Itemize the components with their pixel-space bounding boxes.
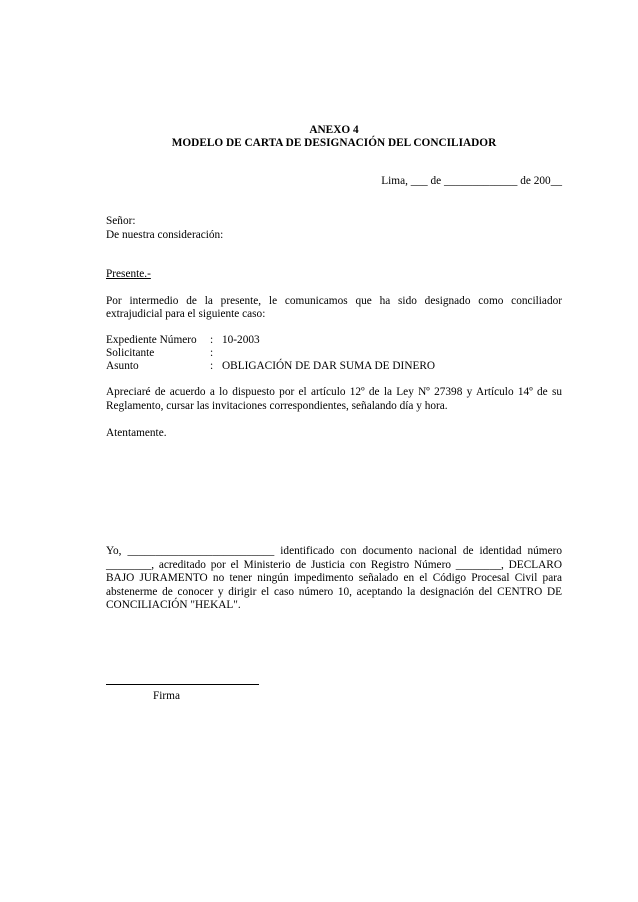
annex-number: ANEXO 4: [309, 124, 359, 136]
declaration-line-3: BAJO JURAMENTO no tener ningún impedimento señalado en el Código Procesal Civil para: [106, 572, 562, 584]
intro-line-2: extrajudicial para el siguiente caso:: [106, 308, 266, 320]
body-line-1: Apreciaré de acuerdo a lo dispuesto por el artículo 12º de la Ley Nº 27398 y Artículo 14º de su: [106, 386, 562, 398]
case-row-solicitante: [106, 347, 222, 360]
case-value: OBLIGACIÓN DE DAR SUMA DE DINERO: [222, 360, 436, 372]
case-separator: :: [210, 360, 214, 372]
declaration-line-5: CONCILIACIÓN "HEKAL".: [106, 599, 241, 611]
case-value: 10-2003: [222, 334, 260, 346]
date-line: Lima, ___ de _____________ de 200__: [381, 175, 562, 187]
intro-line-1: Por intermedio de la presente, le comunicamos que ha sido designado como conciliador: [106, 295, 562, 307]
case-row-asunto: [106, 360, 435, 373]
case-label: Asunto: [106, 360, 139, 372]
case-separator: :: [210, 334, 214, 346]
salutation-line-2: De nuestra consideración:: [106, 229, 224, 241]
case-separator: :: [210, 347, 214, 359]
closing: Atentamente.: [106, 427, 167, 439]
presente-heading: Presente.-: [106, 268, 151, 280]
case-label: Solicitante: [106, 347, 155, 359]
declaration-line-4: abstenerme de conocer y dirigir el caso número 10, aceptando la designación del CENTRO DE: [106, 586, 562, 598]
case-row-expediente: [106, 334, 260, 347]
signature-label: Firma: [153, 690, 180, 702]
body-line-2: Reglamento, cursar las invitaciones correspondientes, señalando día y hora.: [106, 400, 448, 412]
declaration-line-2: ________, acreditado por el Ministerio de Justicia con Registro Número ________, DECLARO: [106, 559, 562, 571]
document-title: MODELO DE CARTA DE DESIGNACIÓN DEL CONCILIADOR: [171, 137, 497, 149]
signature-line: [106, 684, 259, 685]
declaration-line-1: Yo, __________________________ identificado con documento nacional de identidad número: [106, 545, 562, 557]
case-label: Expediente Número: [106, 334, 197, 346]
salutation-line-1: Señor:: [106, 215, 136, 227]
